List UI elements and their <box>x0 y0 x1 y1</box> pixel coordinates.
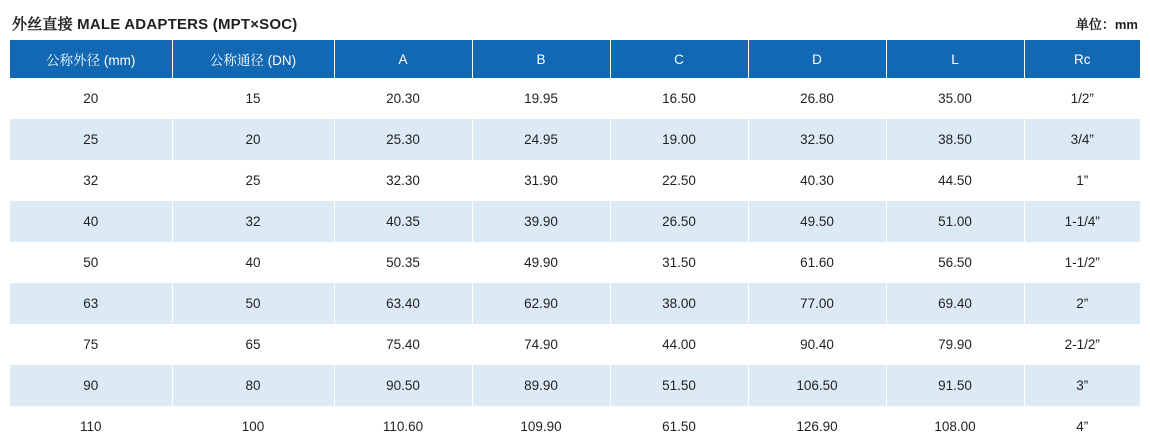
cell-rc: 1-1/2” <box>1024 242 1140 283</box>
cell-a: 40.35 <box>334 201 472 242</box>
cell-nominal-dn: 80 <box>172 365 334 406</box>
cell-a: 75.40 <box>334 324 472 365</box>
cell-nominal-od: 63 <box>10 283 172 324</box>
cell-nominal-dn: 100 <box>172 406 334 447</box>
cell-nominal-od: 90 <box>10 365 172 406</box>
cell-a: 110.60 <box>334 406 472 447</box>
table-row <box>10 406 1140 447</box>
cell-l: 79.90 <box>886 324 1024 365</box>
column-header-d: D <box>748 40 886 78</box>
cell-b: 24.95 <box>472 119 610 160</box>
cell-nominal-dn: 25 <box>172 160 334 201</box>
cell-l: 35.00 <box>886 78 1024 119</box>
cell-a: 20.30 <box>334 78 472 119</box>
table-row <box>10 160 1140 201</box>
cell-l: 38.50 <box>886 119 1024 160</box>
cell-l: 91.50 <box>886 365 1024 406</box>
cell-b: 89.90 <box>472 365 610 406</box>
cell-c: 19.00 <box>610 119 748 160</box>
cell-nominal-od: 75 <box>10 324 172 365</box>
column-header-a: A <box>334 40 472 78</box>
cell-nominal-dn: 50 <box>172 283 334 324</box>
cell-nominal-dn: 20 <box>172 119 334 160</box>
cell-rc: 1/2” <box>1024 78 1140 119</box>
table-row <box>10 324 1140 365</box>
table-header-row <box>10 40 1140 78</box>
cell-a: 25.30 <box>334 119 472 160</box>
table-body <box>10 78 1140 447</box>
cell-c: 26.50 <box>610 201 748 242</box>
cell-c: 44.00 <box>610 324 748 365</box>
cell-nominal-od: 50 <box>10 242 172 283</box>
cell-b: 19.95 <box>472 78 610 119</box>
cell-nominal-od: 40 <box>10 201 172 242</box>
cell-rc: 3/4” <box>1024 119 1140 160</box>
specification-table <box>10 40 1140 447</box>
cell-c: 51.50 <box>610 365 748 406</box>
column-header-l: L <box>886 40 1024 78</box>
cell-b: 74.90 <box>472 324 610 365</box>
cell-nominal-od: 32 <box>10 160 172 201</box>
table-row <box>10 78 1140 119</box>
cell-nominal-od: 25 <box>10 119 172 160</box>
cell-b: 49.90 <box>472 242 610 283</box>
cell-d: 26.80 <box>748 78 886 119</box>
cell-c: 31.50 <box>610 242 748 283</box>
table-row <box>10 283 1140 324</box>
column-header-rc: Rc <box>1024 40 1140 78</box>
cell-c: 61.50 <box>610 406 748 447</box>
table-row <box>10 242 1140 283</box>
column-header-c: C <box>610 40 748 78</box>
table-row <box>10 365 1140 406</box>
table-row <box>10 119 1140 160</box>
cell-b: 31.90 <box>472 160 610 201</box>
cell-d: 61.60 <box>748 242 886 283</box>
cell-d: 49.50 <box>748 201 886 242</box>
cell-l: 56.50 <box>886 242 1024 283</box>
cell-nominal-od: 110 <box>10 406 172 447</box>
cell-rc: 1-1/4” <box>1024 201 1140 242</box>
cell-rc: 2-1/2” <box>1024 324 1140 365</box>
cell-nominal-dn: 40 <box>172 242 334 283</box>
cell-d: 40.30 <box>748 160 886 201</box>
cell-b: 62.90 <box>472 283 610 324</box>
cell-a: 63.40 <box>334 283 472 324</box>
cell-rc: 1” <box>1024 160 1140 201</box>
cell-c: 22.50 <box>610 160 748 201</box>
column-header-nominal-dn: 公称通径 (DN) <box>172 40 334 78</box>
cell-d: 106.50 <box>748 365 886 406</box>
table-header <box>10 40 1140 78</box>
cell-b: 109.90 <box>472 406 610 447</box>
cell-a: 50.35 <box>334 242 472 283</box>
column-header-nominal-od: 公称外径 (mm) <box>10 40 172 78</box>
cell-d: 90.40 <box>748 324 886 365</box>
cell-l: 108.00 <box>886 406 1024 447</box>
cell-nominal-od: 20 <box>10 78 172 119</box>
cell-l: 51.00 <box>886 201 1024 242</box>
unit-note: 单位：mm <box>1075 17 1138 32</box>
table-row <box>10 201 1140 242</box>
cell-l: 44.50 <box>886 160 1024 201</box>
cell-rc: 4” <box>1024 406 1140 447</box>
page-title: 外丝直接 MALE ADAPTERS (MPT×SOC) <box>12 16 298 33</box>
cell-rc: 3” <box>1024 365 1140 406</box>
cell-l: 69.40 <box>886 283 1024 324</box>
cell-rc: 2” <box>1024 283 1140 324</box>
cell-nominal-dn: 15 <box>172 78 334 119</box>
cell-b: 39.90 <box>472 201 610 242</box>
cell-c: 38.00 <box>610 283 748 324</box>
cell-nominal-dn: 32 <box>172 201 334 242</box>
cell-a: 32.30 <box>334 160 472 201</box>
cell-nominal-dn: 65 <box>172 324 334 365</box>
cell-d: 32.50 <box>748 119 886 160</box>
title-row <box>10 0 1140 40</box>
cell-d: 126.90 <box>748 406 886 447</box>
cell-c: 16.50 <box>610 78 748 119</box>
column-header-b: B <box>472 40 610 78</box>
cell-d: 77.00 <box>748 283 886 324</box>
cell-a: 90.50 <box>334 365 472 406</box>
